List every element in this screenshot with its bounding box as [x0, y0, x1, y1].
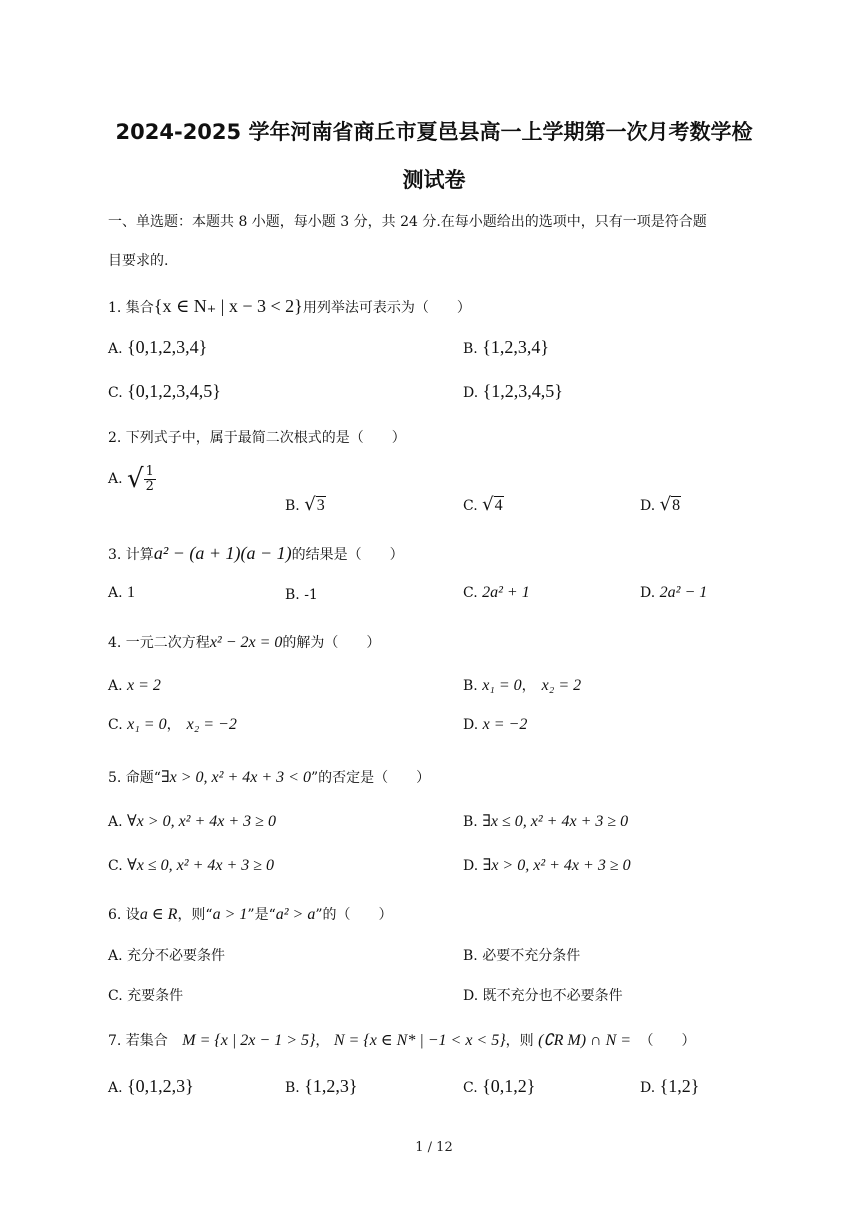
option-value: {0,1,2,3,4} — [127, 337, 208, 357]
question-5-option-d[interactable]: D. ∃x > 0, x² + 4x + 3 ≥ 0 — [463, 857, 631, 874]
question-5-option-b[interactable]: B. ∃x ≤ 0, x² + 4x + 3 ≥ 0 — [463, 813, 629, 830]
question-1-option-c[interactable]: C. {0,1,2,3,4,5} — [108, 381, 221, 401]
question-7-stem: 7. 若集合 M = {x | 2x − 1 > 5}， N = {x ∈ N* | −1 < x < 5}，则 (∁R M) ∩ N = （ ） — [108, 1032, 696, 1049]
question-2-option-d[interactable]: D. √8 — [640, 494, 681, 515]
question-5-option-a[interactable]: A. ∀x > 0, x² + 4x + 3 ≥ 0 — [108, 813, 276, 830]
question-3-option-a[interactable]: A. 1 — [108, 584, 136, 601]
question-1-math: {x ∈ N₊ | x − 3 < 2} — [153, 296, 303, 316]
exam-title-line1: 2024-2025 学年河南省商丘市夏邑县高一上学期第一次月考数学检 — [115, 120, 753, 144]
question-5-option-c[interactable]: C. ∀x ≤ 0, x² + 4x + 3 ≥ 0 — [108, 857, 275, 874]
question-6-stem: 6. 设a ∈ R，则“a > 1”是“a² > a”的（ ） — [108, 906, 393, 923]
question-2-option-a[interactable]: A. √ $\frac{1}{2}$ — [108, 463, 154, 494]
fraction: $\frac{1}{2}$ — [145, 463, 154, 494]
question-2-stem: 2. 下列式子中，属于最简二次根式的是（ ） — [108, 430, 406, 446]
question-4-option-c[interactable]: C. x₁ = 0， x₂ = −2 — [108, 716, 237, 733]
question-1-stem — [108, 296, 471, 317]
question-1-option-d[interactable]: D. {1,2,3,4,5} — [463, 381, 563, 401]
question-2-option-c[interactable]: C. √4 — [463, 494, 503, 515]
question-4-stem: 4. 一元二次方程x² − 2x = 0的解为（ ） — [108, 634, 381, 651]
question-4-option-b[interactable]: B. x₁ = 0， x₂ = 2 — [463, 677, 582, 694]
question-1-option-a[interactable]: A. {0,1,2,3,4} — [108, 337, 208, 357]
radical-sign: √ — [127, 464, 144, 494]
question-3-option-d[interactable]: D. 2a² − 1 — [640, 584, 708, 601]
question-1-tail: 用列举法可表示为（ ） — [302, 300, 471, 316]
section-heading-line1: 一、单选题：本题共 8 小题，每小题 3 分，共 24 分.在每小题给出的选项中，只有一项是符合题 — [108, 214, 707, 230]
question-6-option-c[interactable]: C. 充要条件 — [108, 988, 184, 1004]
question-3-math: a² − (a + 1)(a − 1) — [153, 543, 292, 563]
question-7-option-b[interactable]: B. {1,2,3} — [285, 1076, 358, 1096]
question-6-option-d[interactable]: D. 既不充分也不必要条件 — [463, 988, 623, 1004]
question-1-number: 1. 集合 — [108, 300, 154, 316]
section-heading-line2: 目要求的. — [108, 253, 169, 269]
question-3-stem: 3. 计算a² − (a + 1)(a − 1)的结果是（ ） — [108, 543, 404, 563]
question-4-option-a[interactable]: A. x = 2 — [108, 677, 161, 694]
question-2-option-b[interactable]: B. √3 — [285, 494, 325, 515]
question-7-option-c[interactable]: C. {0,1,2} — [463, 1076, 536, 1096]
question-6-option-a[interactable]: A. 充分不必要条件 — [108, 948, 226, 964]
option-value: {1,2,3,4} — [482, 337, 549, 357]
option-value: {0,1,2,3,4,5} — [127, 381, 221, 401]
exam-title-line2: 测试卷 — [402, 168, 466, 192]
question-7-option-a[interactable]: A. {0,1,2,3} — [108, 1076, 194, 1096]
question-1-option-b[interactable]: B. {1,2,3,4} — [463, 337, 549, 357]
question-7-option-d[interactable]: D. {1,2} — [640, 1076, 700, 1096]
question-4-math: x² − 2x = 0 — [209, 634, 283, 651]
option-value: {1,2,3,4,5} — [482, 381, 563, 401]
page-number: 1 / 12 — [415, 1140, 453, 1155]
question-4-option-d[interactable]: D. x = −2 — [463, 716, 528, 733]
question-3-option-c[interactable]: C. 2a² + 1 — [463, 584, 530, 601]
question-6-option-b[interactable]: B. 必要不充分条件 — [463, 948, 581, 964]
question-3-option-b[interactable]: B. -1 — [285, 587, 318, 603]
question-5-math: ∃x > 0, x² + 4x + 3 < 0 — [160, 769, 311, 786]
question-5-stem: 5. 命题“∃x > 0, x² + 4x + 3 < 0”的否定是（ ） — [108, 769, 431, 786]
